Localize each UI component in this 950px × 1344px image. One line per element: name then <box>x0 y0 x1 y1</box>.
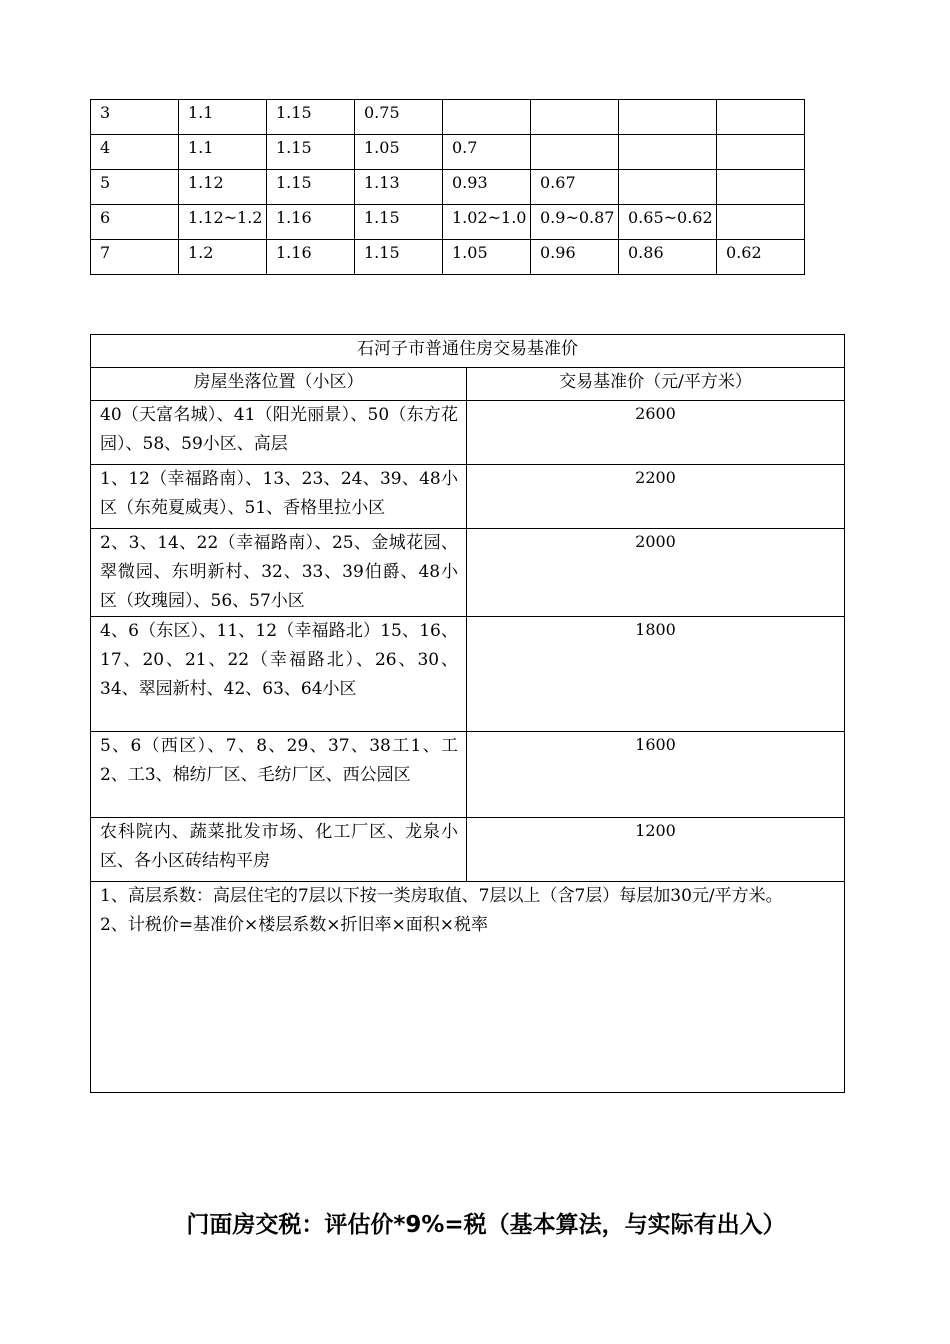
coefficient-cell <box>619 100 717 135</box>
table-row <box>91 240 805 275</box>
coefficient-cell <box>531 135 619 170</box>
coefficient-cell: 1.12~1.2 <box>179 205 267 240</box>
coefficient-cell: 1.2 <box>179 240 267 275</box>
price-cell: 2200 <box>467 465 845 529</box>
coefficient-cell: 1.16 <box>267 205 355 240</box>
price-cell: 1200 <box>467 818 845 882</box>
coefficient-cell <box>619 135 717 170</box>
floor-coefficient-rows <box>91 100 805 275</box>
coefficient-cell: 1.02~1.0 <box>443 205 531 240</box>
table-row <box>91 170 805 205</box>
column-header-location: 房屋坐落位置（小区） <box>91 368 467 401</box>
coefficient-cell: 1.05 <box>443 240 531 275</box>
location-cell: 2、3、14、22（幸福路南）、25、金城花园、翠微园、东明新村、32、33、39伯爵、48小区（玫瑰园）、56、57小区 <box>91 529 467 617</box>
location-cell: 农科院内、蔬菜批发市场、化工厂区、龙泉小区、各小区砖结构平房 <box>91 818 467 882</box>
note-tax-formula: 2、计税价=基准价×楼层系数×折旧率×面积×税率 <box>100 915 489 935</box>
coefficient-cell: 1.15 <box>267 100 355 135</box>
coefficient-cell: 0.7 <box>443 135 531 170</box>
coefficient-cell: 1.15 <box>267 135 355 170</box>
floor-coefficient-table <box>90 99 805 275</box>
coefficient-cell: 1.16 <box>267 240 355 275</box>
coefficient-cell: 1.15 <box>267 170 355 205</box>
table-header-row <box>91 368 845 401</box>
coefficient-cell <box>443 100 531 135</box>
location-cell: 40（天富名城）、41（阳光丽景）、50（东方花园）、58、59小区、高层 <box>91 401 467 465</box>
coefficient-cell: 0.9~0.87 <box>531 205 619 240</box>
coefficient-cell: 0.67 <box>531 170 619 205</box>
table-title-row <box>91 335 845 368</box>
price-cell: 1800 <box>467 617 845 732</box>
table-row <box>91 617 845 732</box>
table-row <box>91 100 805 135</box>
coefficient-cell: 1.15 <box>355 240 443 275</box>
storefront-tax-note: 门面房交税：评估价*9%=税（基本算法，与实际有出入） <box>186 1212 786 1238</box>
coefficient-cell: 1.12 <box>179 170 267 205</box>
coefficient-cell: 0.75 <box>355 100 443 135</box>
table-row <box>91 465 845 529</box>
table-row <box>91 401 845 465</box>
notes-cell <box>91 882 845 1093</box>
coefficient-cell: 1.15 <box>355 205 443 240</box>
coefficient-cell <box>717 205 805 240</box>
floor-count-cell: 3 <box>91 100 179 135</box>
coefficient-cell: 0.62 <box>717 240 805 275</box>
price-cell: 1600 <box>467 732 845 818</box>
location-cell: 4、6（东区）、11、12（幸福路北）15、16、17、20、21、22（幸福路北）、26、30、34、翠园新村、42、63、64小区 <box>91 617 467 732</box>
coefficient-cell: 1.1 <box>179 100 267 135</box>
table-row <box>91 205 805 240</box>
floor-count-cell: 6 <box>91 205 179 240</box>
coefficient-cell: 0.96 <box>531 240 619 275</box>
table-row <box>91 818 845 882</box>
coefficient-cell: 1.05 <box>355 135 443 170</box>
coefficient-cell <box>619 170 717 205</box>
coefficient-cell <box>717 135 805 170</box>
coefficient-cell <box>717 100 805 135</box>
coefficient-cell: 1.13 <box>355 170 443 205</box>
price-cell: 2600 <box>467 401 845 465</box>
location-cell: 5、6（西区）、7、8、29、37、38工1、工2、工3、棉纺厂区、毛纺厂区、西公园区 <box>91 732 467 818</box>
table-row <box>91 732 845 818</box>
table-row <box>91 135 805 170</box>
coefficient-cell <box>717 170 805 205</box>
note-high-rise-coefficient: 1、高层系数：高层住宅的7层以下按一类房取值、7层以上（含7层）每层加30元/平方米。 <box>100 886 783 906</box>
coefficient-cell <box>531 100 619 135</box>
floor-count-cell: 5 <box>91 170 179 205</box>
table-row <box>91 529 845 617</box>
location-cell: 1、12（幸福路南）、13、23、24、39、48小区（东苑夏威夷）、51、香格里拉小区 <box>91 465 467 529</box>
coefficient-cell: 0.65~0.62 <box>619 205 717 240</box>
notes-row <box>91 882 845 1093</box>
table-title: 石河子市普通住房交易基准价 <box>91 335 845 368</box>
floor-count-cell: 7 <box>91 240 179 275</box>
coefficient-cell: 0.86 <box>619 240 717 275</box>
coefficient-cell: 1.1 <box>179 135 267 170</box>
price-cell: 2000 <box>467 529 845 617</box>
coefficient-cell: 0.93 <box>443 170 531 205</box>
base-price-table <box>90 334 845 1093</box>
floor-count-cell: 4 <box>91 135 179 170</box>
column-header-price: 交易基准价（元/平方米） <box>467 368 845 401</box>
